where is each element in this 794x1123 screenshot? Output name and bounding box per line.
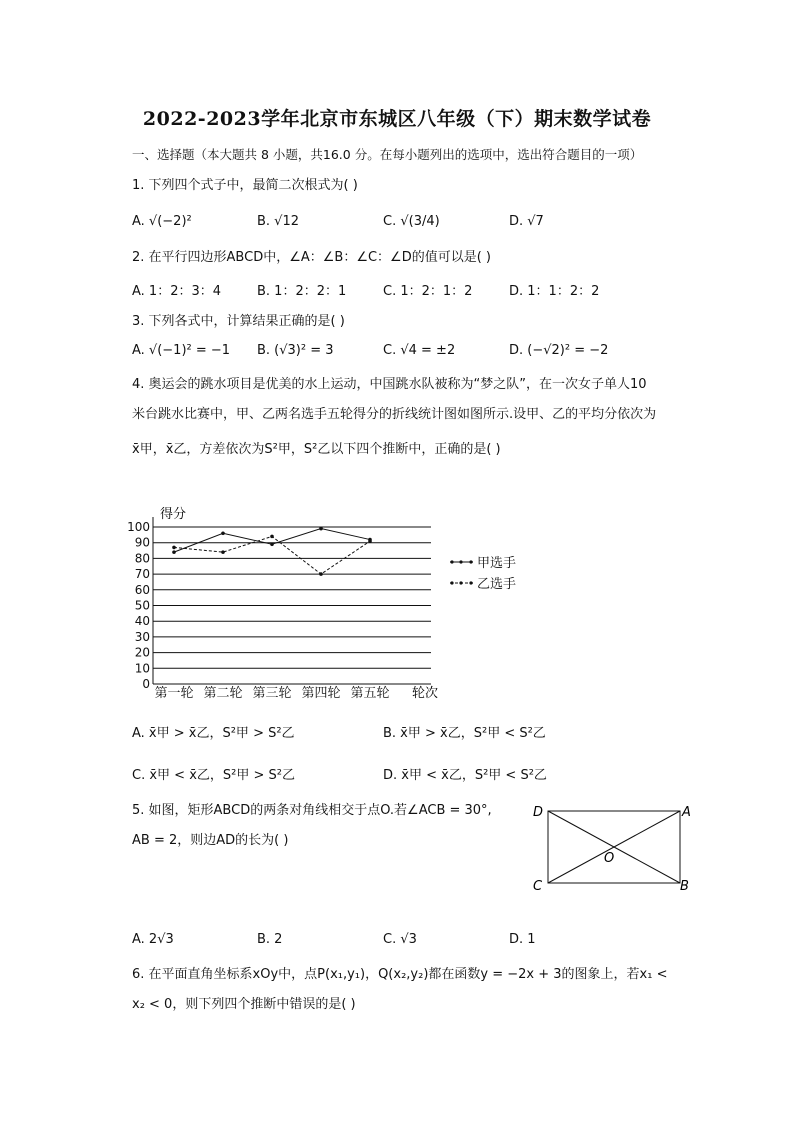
- legend-marker: [469, 560, 472, 563]
- page-title: 2022-2023学年北京市东城区八年级（下）期末数学试卷: [142, 108, 652, 130]
- chart-point: [172, 550, 176, 554]
- chart-series-line-1: [174, 529, 370, 553]
- chart-ytick-label: 90: [134, 535, 150, 550]
- legend-marker: [450, 560, 453, 563]
- chart-ytick-label: 100: [127, 520, 150, 534]
- legend-marker: [459, 581, 462, 584]
- chart-xtick-label: 第五轮: [350, 686, 390, 701]
- chart-ytick-label: 70: [134, 567, 150, 582]
- chart-ytick-label: 80: [134, 551, 150, 566]
- q4-option-a: A. x̄甲 > x̄乙，S²甲 > S²乙: [132, 726, 295, 741]
- chart-xlabel: 轮次: [412, 686, 439, 701]
- q2-option-b: B. 1：2：2：1: [257, 284, 347, 299]
- q4-option-c: C. x̄甲 < x̄乙，S²甲 > S²乙: [132, 768, 295, 783]
- chart-ytick-label: 10: [134, 661, 150, 676]
- q5-option-d: D. 1: [509, 932, 536, 947]
- chart-ytick-label: 40: [134, 614, 150, 629]
- chart-xtick-label: 第四轮: [301, 686, 341, 701]
- chart-point: [270, 542, 274, 546]
- q4-option-d: D. x̄甲 < x̄乙，S²甲 < S²乙: [383, 768, 547, 783]
- q3-option-c: C. √4 = ±2: [383, 343, 456, 358]
- q5-rectangle-figure: [528, 800, 698, 896]
- q2-stem: 2. 在平行四边形ABCD中，∠A：∠B：∠C：∠D的值可以是( ): [132, 250, 491, 265]
- chart-series-line-2: [174, 536, 370, 574]
- chart-ytick-label: 20: [134, 645, 150, 660]
- q1-option-b: B. √12: [257, 214, 300, 229]
- legend-label-2: 乙选手: [477, 577, 517, 592]
- q6-line2: x₂ < 0，则下列四个推断中错误的是( ): [132, 997, 356, 1012]
- q4-line1: 4. 奥运会的跳水项目是优美的水上运动，中国跳水队被称为“梦之队”，在一次女子单人10: [132, 377, 647, 392]
- chart-ytick-label: 0: [142, 677, 150, 691]
- section-header: 一、选择题（本大题共 8 小题，共16.0 分。在每小题列出的选项中，选出符合题目的一项）: [132, 147, 643, 162]
- label-o: O: [604, 851, 615, 866]
- chart-ytick-label: 60: [134, 582, 150, 597]
- chart-point: [221, 531, 225, 535]
- chart-point: [172, 546, 176, 550]
- legend-marker: [469, 581, 472, 584]
- q2-option-a: A. 1：2：3：4: [132, 284, 222, 299]
- chart-ytick-label: 30: [134, 629, 150, 644]
- q5-option-b: B. 2: [257, 932, 283, 947]
- legend-marker: [450, 581, 453, 584]
- q2-option-d: D. 1：1：2：2: [509, 284, 600, 299]
- legend-marker: [459, 560, 462, 563]
- chart-point: [319, 572, 323, 576]
- q4-line3: x̄甲，x̄乙，方差依次为S²甲，S²乙以下四个推断中，正确的是( ): [132, 442, 501, 457]
- label-b: B: [680, 879, 689, 894]
- q1-option-c: C. √(3/4): [383, 214, 440, 229]
- chart-ylabel: 得分: [160, 507, 187, 522]
- q1-option-a: A. √(−2)²: [132, 214, 192, 229]
- chart-point: [368, 539, 372, 543]
- chart-xtick-label: 第三轮: [252, 686, 292, 701]
- chart-xtick-label: 第二轮: [203, 686, 243, 701]
- legend-label-1: 甲选手: [477, 556, 517, 571]
- label-c: C: [533, 879, 543, 894]
- q3-stem: 3. 下列各式中，计算结果正确的是( ): [132, 314, 345, 329]
- label-a: A: [682, 805, 691, 820]
- q6-line1: 6. 在平面直角坐标系xOy中，点P(x₁,y₁)，Q(x₂,y₂)都在函数y = −2x + 3的图象上，若x₁ <: [132, 967, 668, 982]
- chart-point: [221, 550, 225, 554]
- q3-option-b: B. (√3)² = 3: [257, 343, 334, 358]
- q3-option-a: A. √(−1)² = −1: [132, 343, 231, 358]
- q5-line2: AB = 2，则边AD的长为( ): [132, 833, 289, 848]
- chart-ytick-label: 50: [134, 598, 150, 613]
- label-d: D: [533, 805, 544, 820]
- q4-option-b: B. x̄甲 > x̄乙，S²甲 < S²乙: [383, 726, 546, 741]
- q5-line1: 5. 如图，矩形ABCD的两条对角线相交于点O.若∠ACB = 30°,: [132, 803, 492, 818]
- q1-option-d: D. √7: [509, 214, 544, 229]
- q3-option-d: D. (−√2)² = −2: [509, 343, 609, 358]
- q5-option-c: C. √3: [383, 932, 417, 947]
- q5-option-a: A. 2√3: [132, 932, 174, 947]
- chart-point: [319, 527, 323, 531]
- q2-option-c: C. 1：2：1：2: [383, 284, 473, 299]
- q4-line2: 米台跳水比赛中，甲、乙两名选手五轮得分的折线统计图如图所示.设甲、乙的平均分依次为: [132, 407, 657, 422]
- q4-line-chart: [125, 500, 525, 705]
- q1-stem: 1. 下列四个式子中，最简二次根式为( ): [132, 178, 358, 193]
- chart-xtick-label: 第一轮: [154, 686, 194, 701]
- chart-point: [270, 535, 274, 539]
